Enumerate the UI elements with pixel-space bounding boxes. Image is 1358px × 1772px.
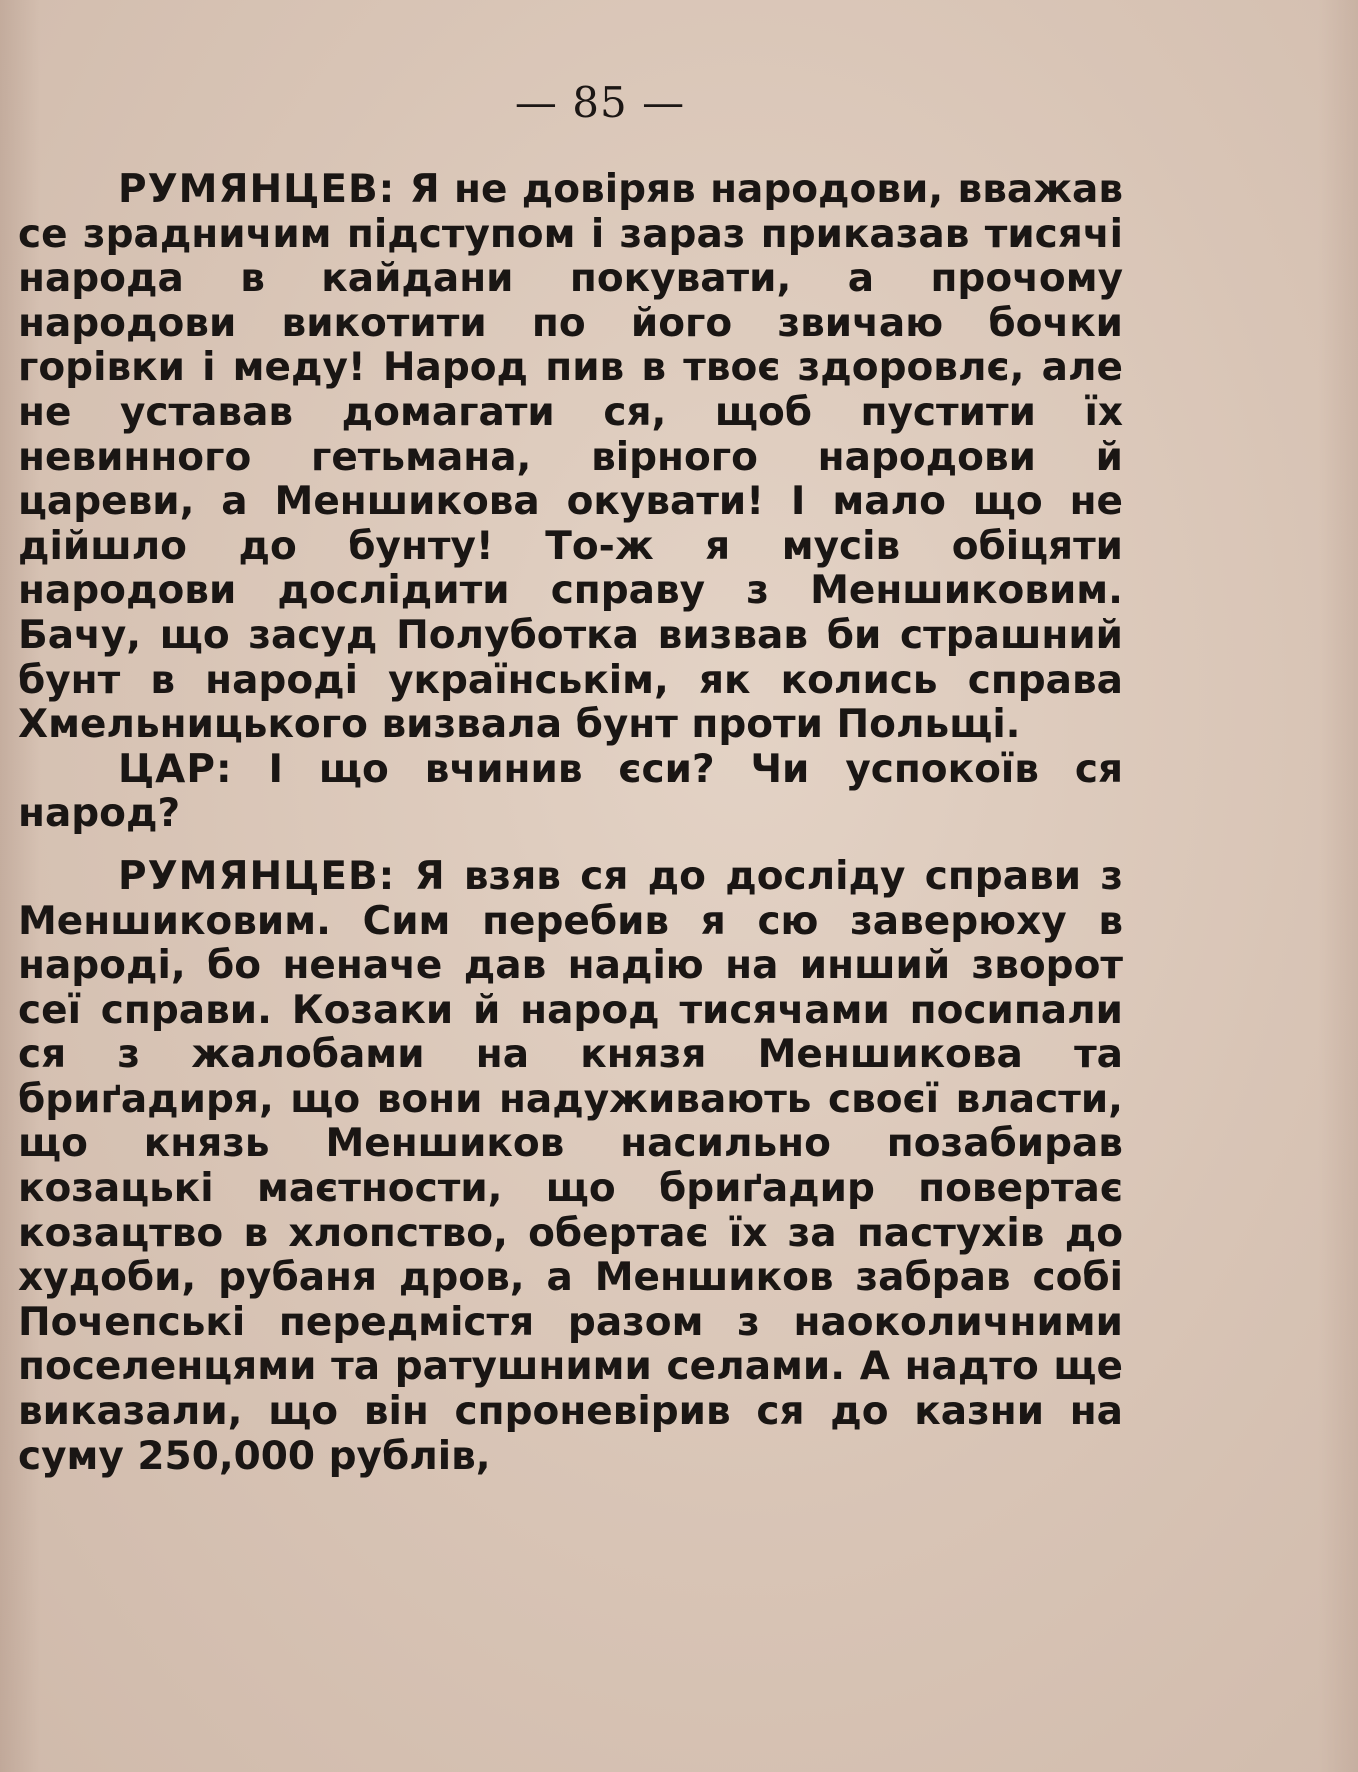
paragraph-text: І що вчинив єси? Чи успокоїв ся народ? xyxy=(18,746,1123,837)
speaker-name: РУМЯНЦЕВ: xyxy=(118,853,396,899)
page-body xyxy=(18,168,1123,1479)
paragraph-tsar xyxy=(18,748,1123,837)
speaker-name: ЦАР: xyxy=(118,746,233,792)
paragraph-text: Я не довіряв народови, вважав се зрадничим підступом і зараз приказав тисячі народа в кайдани покувати, а прочому народови викотити по його звичаю бочки горівки і меду! Народ пив в твоє здоровлє, але не уставав домагати ся, щоб пустити їх невинного гетьмана, вірного народови й цареви, а Меншикова окувати! І мало що не дійшло до бунту! То-ж я мусів обіцяти народови дослідити справу з Меншиковим. Бачу, що засуд Полуботка визвав би страшний бунт в народі українськім, як колись справа Хмельницького визвала бунт проти Польщі. xyxy=(18,167,1123,748)
paragraph-text: Я взяв ся до досліду справи з Меншиковим. Сим перебив я сю заверюху в народі, бо неначе дав надію на инший зворот сеї справи. Козаки й народ тисячами посипали ся з жалобами на князя Меншикова та бриґадиря, що вони надуживають своєї власти, що князь Меншиков насильно позабирав козацькі маєтности, що бриґадир повертає козацтво в хлопство, обертає їх за пастухів до худоби, рубаня дров, а Меншиков забрав собі Почепські передмістя разом з наоколичними поселенцями та ратушними селами. А надто ще виказали, що він спроневірив ся до казни на суму 250,000 рублів, xyxy=(18,853,1123,1479)
speaker-name: РУМЯНЦЕВ: xyxy=(118,167,396,212)
paragraph-rumyantsev-2 xyxy=(18,855,1123,1479)
paragraph-rumyantsev-1 xyxy=(18,168,1123,748)
page-number: — 85 — xyxy=(514,78,686,127)
